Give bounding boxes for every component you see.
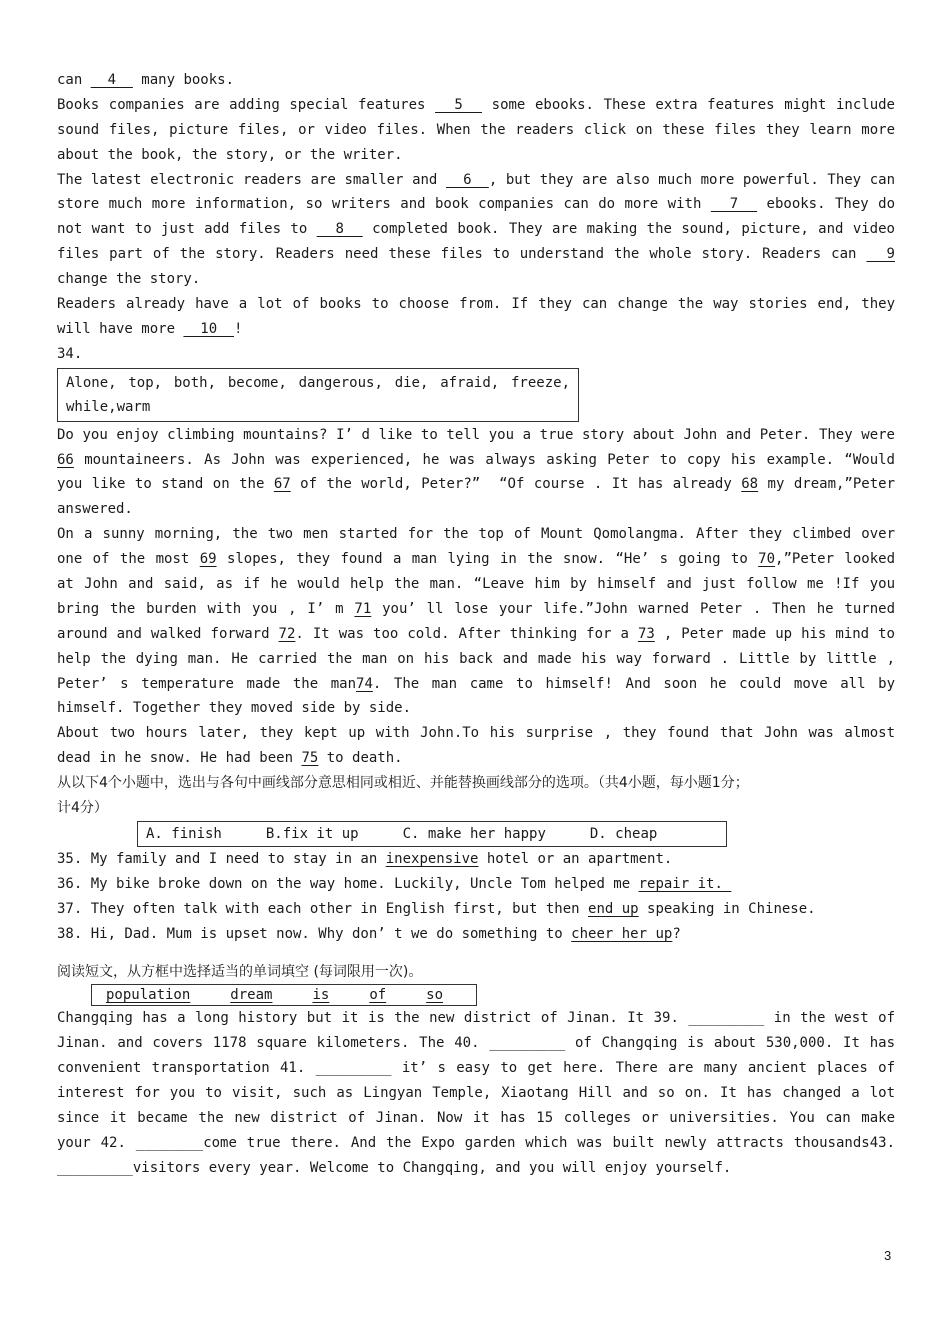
text-line <box>57 168 895 193</box>
blank-or-underlined-text: 4 <box>90 72 133 88</box>
page-number: 3 <box>884 1248 892 1263</box>
text-run: Jinan. and covers 1178 square kilometers. The 40. _________ of Changqing is about 530,000. It has <box>57 1035 895 1052</box>
text-line <box>57 192 895 217</box>
synonym-questions <box>57 847 895 947</box>
text-run: your 42. ________come true there. And the Expo garden which was built newly attracts thousands43. <box>57 1134 895 1151</box>
text-run: will have more <box>57 320 184 337</box>
blank-or-underlined-text: 70 <box>758 551 776 568</box>
blank-or-underlined-text: 73 <box>637 625 655 642</box>
text-line <box>57 522 895 547</box>
text-run: mountaineers. As John was experienced, he was always asking Peter to copy his example. “Would <box>73 451 895 468</box>
text-line <box>57 547 895 572</box>
blank-or-underlined-text: 75 <box>301 750 319 767</box>
text-run: one of the most <box>57 551 200 568</box>
text-run: at John and said, as if he would help the man. “Leave him by himself and just follow me !If you <box>57 576 895 593</box>
text-run: my dream,”Peter <box>758 476 896 493</box>
text-run: store much more information, so writers and book companies can do more with <box>57 196 711 213</box>
text-line <box>57 1056 895 1081</box>
option-a: A. finish <box>146 825 222 842</box>
exam-page <box>57 68 895 1181</box>
text-line <box>57 1006 895 1031</box>
text-line <box>57 572 895 597</box>
blank-or-underlined-text: end up <box>588 900 639 917</box>
text-run: hotel or an apartment. <box>478 850 673 867</box>
text-run: 36. My bike broke down on the way home. Luckily, Uncle Tom helped me <box>57 875 639 892</box>
text-line <box>57 423 895 448</box>
cloze-word: so <box>426 987 444 1004</box>
passage-ebooks <box>57 68 895 342</box>
option-b: B.fix it up <box>265 825 359 842</box>
blank-or-underlined-text: cheer her up <box>571 925 673 942</box>
text-run: since it became the new district of Jinan. Now it has 15 colleges or universities. You can make <box>57 1109 895 1126</box>
text-run: completed book. They are making the sound, picture, and video <box>362 221 895 238</box>
text-line <box>57 1106 895 1131</box>
text-line <box>57 597 895 622</box>
text-line <box>57 242 895 267</box>
cloze-instruction: 阅读短文，从方框中选择适当的单词填空 (每词限用一次)。 <box>57 963 423 980</box>
text-line <box>57 1156 895 1181</box>
text-line <box>57 1031 895 1056</box>
text-run: help the dying man. He carried the man on his back and made his way forward . Little by little , <box>57 650 895 667</box>
passage-changqing <box>57 1006 895 1180</box>
text-line <box>57 721 895 746</box>
text-line <box>57 472 895 497</box>
text-line <box>57 746 895 771</box>
text-run: bring the burden with you , I’ m <box>57 600 355 617</box>
text-line <box>57 872 895 897</box>
blank-or-underlined-text: repair it. <box>638 875 732 892</box>
blank-or-underlined-text: 74 <box>356 675 373 692</box>
text-run: ? <box>672 925 681 942</box>
blank-or-underlined-text: 9 <box>866 246 895 263</box>
text-line <box>57 672 895 697</box>
text-run: , Peter made up his mind to <box>654 625 895 642</box>
text-run: of the world, Peter?” “Of course . It has already <box>290 476 742 493</box>
text-run: to death. <box>318 750 403 767</box>
text-run: convenient transportation 41. _________ it’ s easy to get here. There are many ancient places of <box>57 1060 895 1077</box>
synonym-instruction: 从以下4个小题中，选出与各句中画线部分意思相同或相近、并能替换画线部分的选项。（共4小题，每小题1分； <box>57 775 749 792</box>
text-line <box>57 696 895 721</box>
blank-or-underlined-text: 7 <box>710 196 758 213</box>
word-box-line-1: Alone, top, both, become, dangerous, die, afraid, freeze, <box>66 374 570 391</box>
text-run: speaking in Chinese. <box>638 900 816 917</box>
text-run: On a sunny morning, the two men started for the top of Mount Qomolangma. After they climbed over <box>57 526 895 543</box>
text-run: Books companies are adding special features <box>57 96 436 113</box>
text-run: about the book, the story, or the writer. <box>57 146 403 163</box>
text-line <box>57 897 895 922</box>
blank-or-underlined-text: 10 <box>183 320 235 337</box>
text-run: , but they are also much more powerful. They can <box>488 171 895 188</box>
text-line <box>57 68 895 93</box>
blank-or-underlined-text: 6 <box>445 171 489 188</box>
text-run: . The man came to himself! And soon he could move all by <box>372 675 895 692</box>
text-run: About two hours later, they kept up with John.To his surprise , they found that John was almost <box>57 725 895 742</box>
text-line <box>57 118 895 143</box>
word-box-line-2: while,warm <box>66 398 151 415</box>
blank-or-underlined-text: 8 <box>316 221 363 238</box>
cloze-word: is <box>312 987 330 1004</box>
blank-or-underlined-text: 71 <box>354 600 372 617</box>
cloze-word: population <box>106 987 191 1004</box>
blank-or-underlined-text: inexpensive <box>385 850 479 867</box>
text-line <box>57 1131 895 1156</box>
text-run: files part of the story. Readers need these files to understand the whole story. Readers can <box>57 246 867 263</box>
blank-or-underlined-text: 67 <box>273 476 291 493</box>
text-run: Peter’ s temperature made the man <box>57 675 357 692</box>
text-line <box>57 647 895 672</box>
text-run: many books. <box>132 72 235 88</box>
text-run: slopes, they found a man lying in the snow. “He’ s going to <box>216 551 759 568</box>
text-run: Changqing has a long history but it is the new district of Jinan. It 39. _________ in the west of <box>57 1010 895 1027</box>
text-run: 37. They often talk with each other in English first, but then <box>57 900 589 917</box>
text-line <box>57 497 895 522</box>
option-d: D. cheap <box>589 825 658 842</box>
cloze-word: dream <box>230 987 273 1004</box>
text-line <box>57 922 895 947</box>
text-run: can <box>57 72 91 88</box>
text-run: sound files, picture files, or video files. When the readers click on these files they learn more <box>57 121 895 138</box>
text-line <box>57 292 895 317</box>
text-line <box>57 622 895 647</box>
text-run: some ebooks. These extra features might include <box>482 96 895 113</box>
text-line <box>57 93 895 118</box>
text-line <box>57 1081 895 1106</box>
text-run: . It was too cold. After thinking for a <box>295 625 638 642</box>
text-run: The latest electronic readers are smaller and <box>57 171 446 188</box>
blank-or-underlined-text: 5 <box>435 96 483 113</box>
text-run: Readers already have a lot of books to choose from. If they can change the way stories end, they <box>57 296 895 313</box>
text-run: _________visitors every year. Welcome to Changqing, and you will enjoy yourself. <box>57 1159 732 1176</box>
text-run: Do you enjoy climbing mountains? I’ d like to tell you a true story about John and Peter. They were <box>57 426 895 443</box>
text-run: you’ ll lose your life.”John warned Peter . Then he turned <box>371 600 895 617</box>
cloze-word: of <box>369 987 387 1004</box>
text-line <box>57 847 895 872</box>
passage-mountaineers <box>57 423 895 771</box>
text-line <box>57 217 895 242</box>
text-line <box>57 267 895 292</box>
text-line <box>57 143 895 168</box>
cloze-word-box <box>91 984 477 1006</box>
text-line <box>57 448 895 473</box>
text-run: ebooks. They do <box>757 196 895 213</box>
text-run: 35. My family and I need to stay in an <box>57 850 386 867</box>
question-34-number: 34. <box>57 345 83 362</box>
word-box-34 <box>57 368 579 422</box>
text-run: ! <box>234 320 243 337</box>
text-run: 38. Hi, Dad. Mum is upset now. Why don’ t we do something to <box>57 925 572 942</box>
text-run: himself. Together they moved side by side. <box>57 700 412 717</box>
text-run: answered. <box>57 501 133 518</box>
text-run: dead in he snow. He had been <box>57 750 302 767</box>
text-run: around and walked forward <box>57 625 279 642</box>
blank-or-underlined-text: 69 <box>199 551 217 568</box>
blank-or-underlined-text: 66 <box>57 451 74 468</box>
text-run: change the story. <box>57 271 201 288</box>
blank-or-underlined-text: 72 <box>278 625 296 642</box>
text-run: you like to stand on the <box>57 476 274 493</box>
text-run: interest for you to visit, such as Lingyan Temple, Xiaotang Hill and so on. It has changed a lot <box>57 1085 895 1102</box>
synonym-instruction-cont: 计4分） <box>57 800 108 817</box>
option-c: C. make her happy <box>402 825 546 842</box>
options-box <box>137 821 727 847</box>
text-run: ,”Peter looked <box>775 551 895 568</box>
blank-or-underlined-text: 68 <box>741 476 759 493</box>
text-line <box>57 317 895 342</box>
text-run: not want to just add files to <box>57 221 317 238</box>
